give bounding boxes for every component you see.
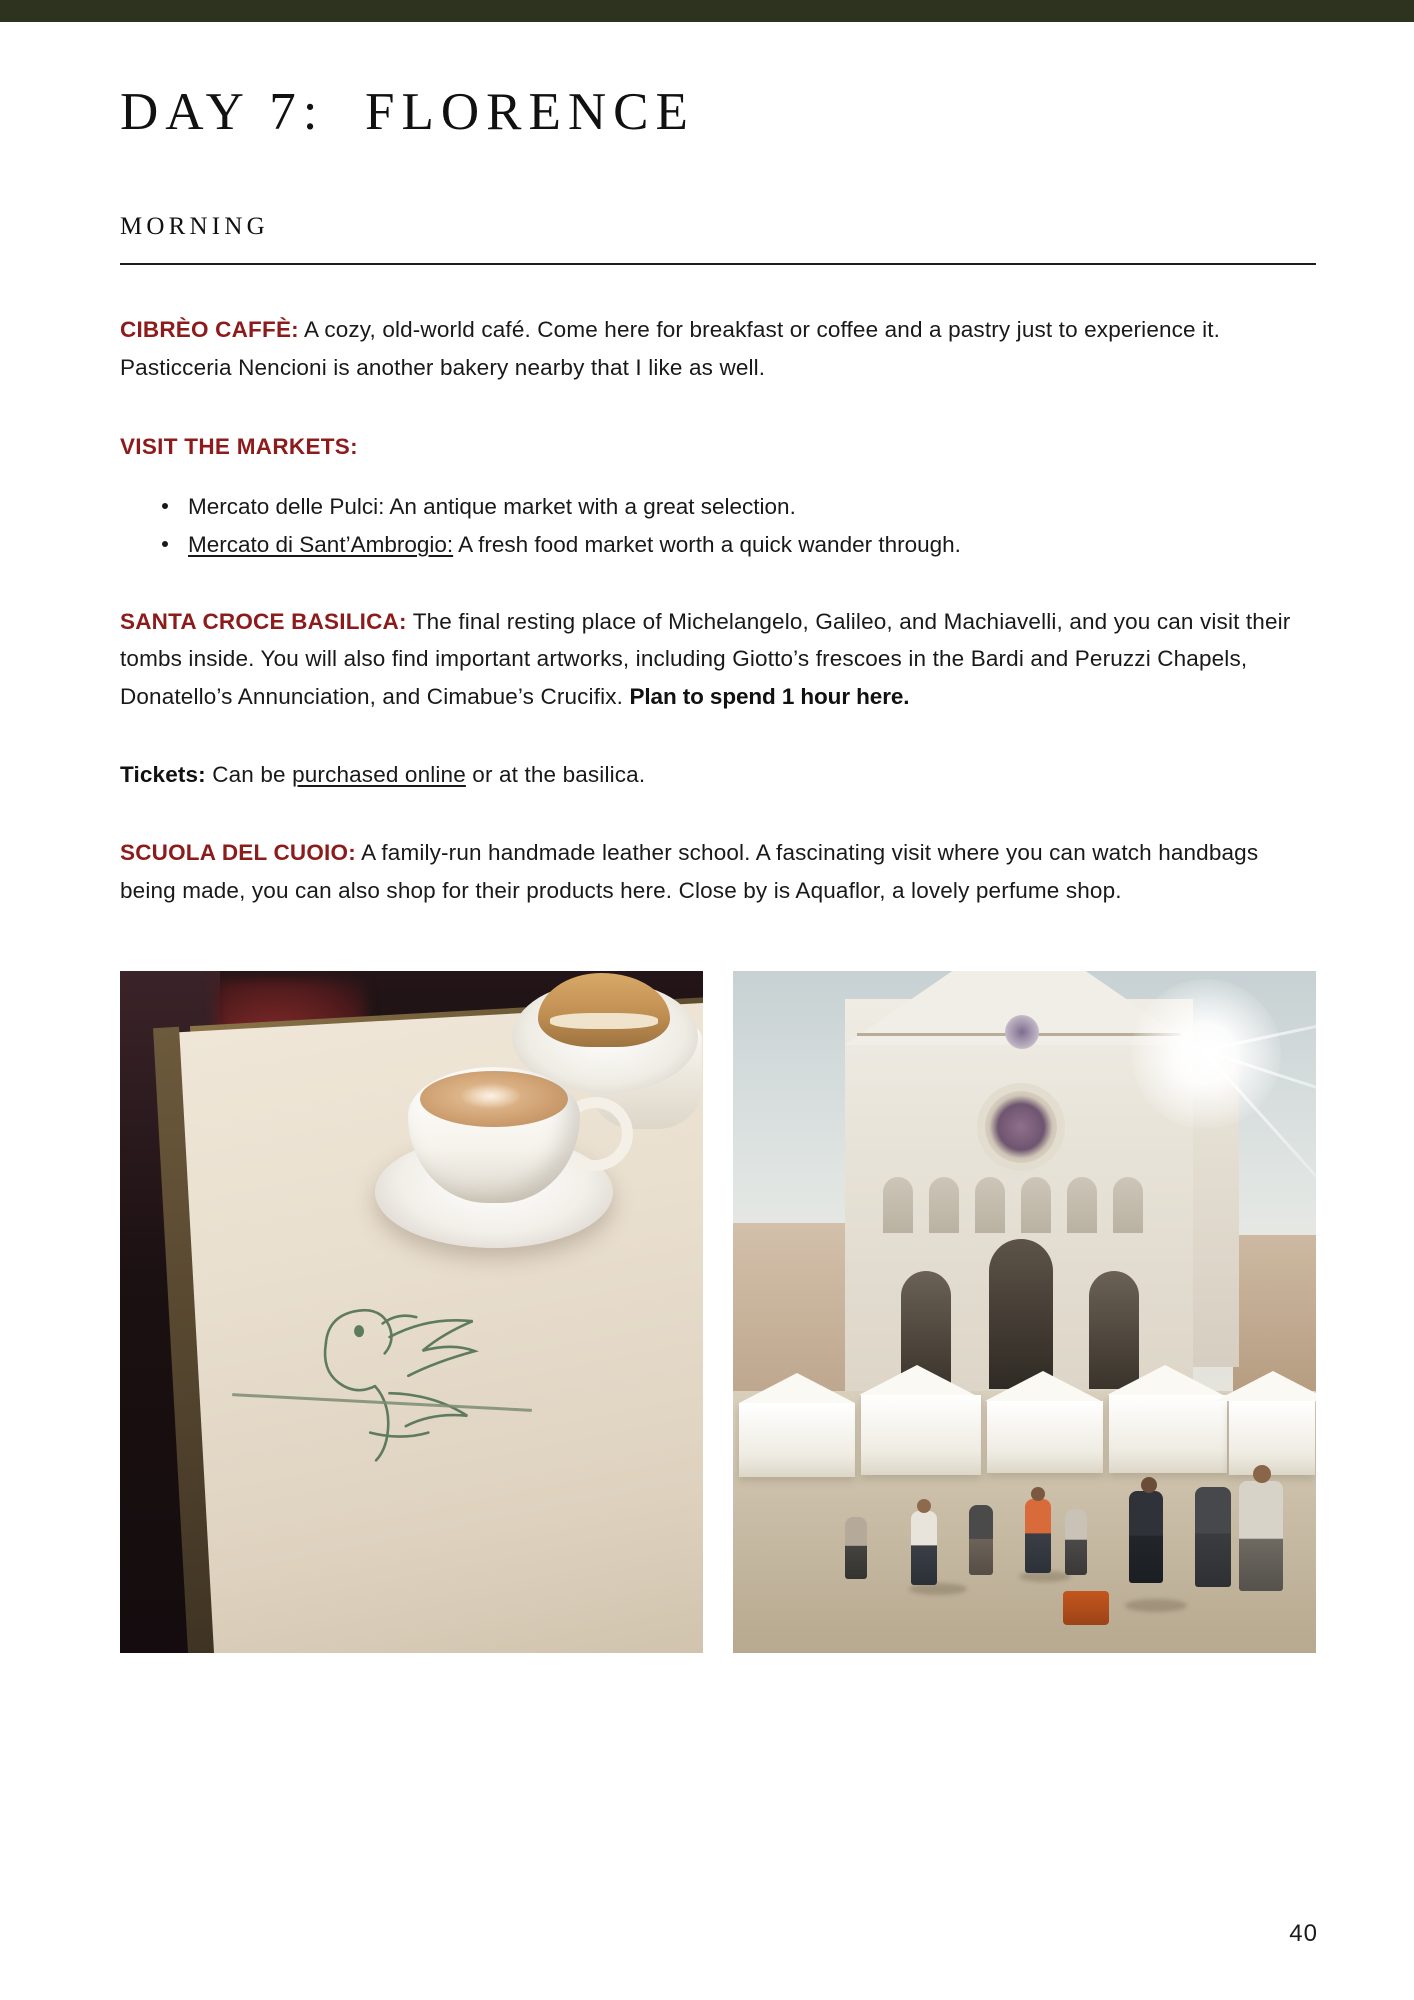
market-name: Mercato delle Pulci: bbox=[188, 493, 385, 519]
market-stall-roof bbox=[1215, 1371, 1316, 1401]
tickets-body-before: Can be bbox=[205, 762, 293, 788]
santa-croce-body: The final resting place of Michelangelo, Galileo, and Machiavelli, and you can visit their tombs inside. You will also find important artworks, including Giotto’s frescoes in the Bardi and Peruzzi Chapels, Donatello’s Annunciation, and Cimabue’s Crucifix. bbox=[120, 609, 1291, 709]
facade-arch bbox=[1113, 1177, 1143, 1233]
markets-list bbox=[120, 490, 1320, 562]
santa-croce-emphasis: Plan to spend 1 hour here. bbox=[629, 683, 910, 709]
tickets-body-after: or at the basilica. bbox=[465, 762, 646, 788]
market-stall-roof bbox=[739, 1373, 855, 1403]
market-text: A fresh food market worth a quick wander through. bbox=[453, 531, 961, 557]
paragraph-santa-croce bbox=[120, 603, 1320, 715]
cappuccino-cafe-photo bbox=[120, 971, 703, 1653]
facade-arch bbox=[929, 1177, 959, 1233]
person bbox=[1239, 1481, 1283, 1591]
purchase-tickets-link[interactable]: purchased online bbox=[292, 762, 466, 788]
cappuccino-crema bbox=[420, 1071, 568, 1127]
market-stall-roof bbox=[1107, 1365, 1223, 1395]
cibreo-lead: CIBRÈO CAFFÈ: bbox=[120, 317, 299, 343]
markets-heading: VISIT THE MARKETS: bbox=[120, 433, 358, 459]
tickets-lead: Tickets: bbox=[120, 762, 206, 788]
person-head bbox=[1031, 1487, 1045, 1501]
paragraph-tickets bbox=[120, 756, 1320, 793]
facade-arch bbox=[975, 1177, 1005, 1233]
santa-croce-lead: SANTA CROCE BASILICA: bbox=[120, 609, 407, 635]
body-text-area bbox=[120, 311, 1320, 909]
morning-section-header bbox=[120, 213, 1318, 265]
person-head bbox=[1141, 1477, 1157, 1493]
person bbox=[845, 1517, 867, 1579]
santa-croce-basilica-photo bbox=[733, 971, 1316, 1653]
person bbox=[1195, 1487, 1231, 1587]
person bbox=[1025, 1499, 1051, 1573]
photo-row bbox=[120, 971, 1318, 1653]
central-portal bbox=[989, 1239, 1053, 1389]
person-head bbox=[1253, 1465, 1271, 1483]
list-item bbox=[162, 490, 1320, 524]
person-head bbox=[917, 1499, 931, 1513]
market-stall bbox=[987, 1401, 1103, 1473]
page-title: DAY 7: FLORENCE bbox=[120, 83, 695, 141]
paragraph-cibreo-caffe bbox=[120, 311, 1320, 386]
scuola-body: A family-run handmade leather school. A fascinating visit where you can watch handbags being made, you can also shop for their products here. Close by is Aquaflor, a lovely perfume shop. bbox=[120, 840, 1259, 903]
market-stall-roof bbox=[985, 1371, 1101, 1401]
page-number: 40 bbox=[1289, 1920, 1318, 1947]
page-content bbox=[0, 22, 1414, 1653]
market-stall bbox=[1109, 1395, 1227, 1473]
market-name-link[interactable]: Mercato di Sant’Ambrogio: bbox=[188, 531, 454, 557]
person bbox=[1129, 1491, 1163, 1583]
paragraph-scuola-del-cuoio bbox=[120, 834, 1320, 909]
person bbox=[969, 1505, 993, 1575]
bird-drawing-icon bbox=[263, 1261, 576, 1481]
orange-crate bbox=[1063, 1591, 1109, 1625]
section-divider bbox=[120, 263, 1316, 265]
person bbox=[1065, 1509, 1087, 1575]
facade-arch bbox=[1067, 1177, 1097, 1233]
market-stall-roof bbox=[859, 1365, 975, 1395]
facade-arch bbox=[1021, 1177, 1051, 1233]
section-label: MORNING bbox=[120, 213, 269, 241]
top-color-bar bbox=[0, 0, 1414, 22]
list-item bbox=[162, 528, 1320, 562]
rose-window bbox=[985, 1091, 1057, 1163]
facade-arch bbox=[883, 1177, 913, 1233]
cibreo-body: A cozy, old-world café. Come here for breakfast or coffee and a pastry just to experience it. Pasticceria Nencioni is another bakery nearby that I like as well. bbox=[120, 317, 1221, 380]
market-stall bbox=[1229, 1401, 1315, 1475]
star-of-david-ornament bbox=[1005, 1015, 1039, 1049]
market-stall bbox=[861, 1395, 981, 1475]
market-text: An antique market with a great selection. bbox=[384, 493, 796, 519]
person bbox=[911, 1511, 937, 1585]
scuola-lead: SCUOLA DEL CUOIO: bbox=[120, 840, 356, 866]
market-stall bbox=[739, 1403, 855, 1477]
